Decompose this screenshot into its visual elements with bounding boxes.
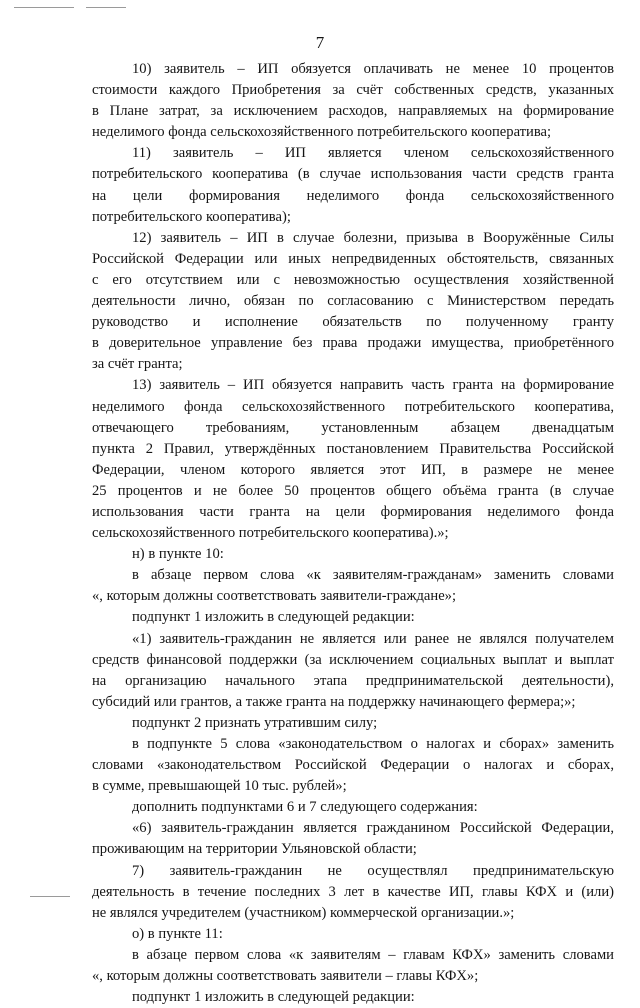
text-line: не являлся учредителем (участником) коммерческой организации.»;: [92, 904, 515, 921]
text-line: дополнить подпунктами 6 и 7 следующего содержания:: [132, 799, 478, 816]
text-line: за счёт гранта;: [92, 356, 183, 373]
text-line: в абзаце первом слова «к заявителям – главам КФХ» заменить словами: [132, 946, 614, 963]
paragraph: [92, 945, 614, 987]
text-line: н) в пункте 10:: [132, 546, 224, 563]
text-line: с его отсутствием или с невозможностью осуществления хозяйственной: [92, 271, 614, 288]
text-line: в сумме, превышающей 10 тыс. рублей»;: [92, 778, 347, 795]
paragraph: [92, 987, 614, 1008]
text-line: проживающим на территории Ульяновской области;: [92, 841, 417, 858]
page-number: 7: [315, 33, 325, 52]
text-line: сельскохозяйственного потребительского кооператива).»;: [92, 525, 449, 542]
text-line: пункта 2 Правил, утверждённых постановлением Правительства Российской: [92, 440, 614, 457]
text-line: субсидий или грантов, а также гранта на поддержку начинающего фермера;»;: [92, 693, 576, 710]
text-line: 13) заявитель – ИП обязуется направить часть гранта на формирование: [132, 377, 614, 394]
document-body: [92, 59, 614, 1008]
paragraph: [92, 713, 614, 734]
paragraph: [92, 734, 614, 797]
text-line: подпункт 2 признать утратившим силу;: [132, 714, 378, 731]
paragraph: [92, 544, 614, 565]
text-line: использования части гранта на цели формирования неделимого фонда: [92, 503, 614, 520]
text-line: 25 процентов и не более 50 процентов общего объёма гранта (в случае: [92, 482, 614, 499]
paragraph: [92, 228, 614, 376]
text-line: 11) заявитель – ИП является членом сельскохозяйственного: [132, 145, 614, 162]
paragraph: [92, 143, 614, 227]
text-line: в абзаце первом слова «к заявителям-гражданам» заменить словами: [132, 567, 614, 584]
text-line: «1) заявитель-гражданин не является или ранее не являлся получателем: [132, 630, 614, 647]
paragraph: [92, 924, 614, 945]
text-line: подпункт 1 изложить в следующей редакции:: [132, 989, 415, 1006]
text-line: «6) заявитель-гражданин является гражданином Российской Федерации,: [132, 820, 614, 837]
text-line: Федерации, членом которого является этот ИП, в размере не менее: [92, 461, 614, 478]
text-line: на цели формирования неделимого фонда сельскохозяйственного: [92, 187, 614, 204]
text-line: словами «законодательством Российской Федерации о налогах и сборах,: [92, 757, 614, 774]
text-line: 10) заявитель – ИП обязуется оплачивать не менее 10 процентов: [132, 61, 614, 77]
text-line: «, которым должны соответствовать заявители-граждане»;: [92, 588, 457, 605]
text-line: Российской Федерации или иных непредвиденных обстоятельств, связанных: [92, 250, 614, 267]
text-line: стоимости каждого Приобретения за счёт собственных средств, указанных: [92, 82, 614, 99]
text-line: на организацию начального этапа предпринимательской деятельности),: [92, 672, 614, 689]
paragraph: [92, 607, 614, 628]
paragraph: [92, 375, 614, 544]
text-line: деятельность в течение последних 3 лет в качестве ИП, главы КФХ и (или): [92, 883, 614, 900]
text-line: руководство и исполнение обязательств по полученному гранту: [92, 314, 614, 331]
text-line: в подпункте 5 слова «законодательством о налогах и сборах» заменить: [132, 736, 614, 752]
text-line: средств финансовой поддержки (за исключением социальных выплат и выплат: [92, 651, 614, 668]
text-line: отвечающего требованиям, установленным абзацем двенадцатым: [92, 419, 614, 436]
text-line: потребительского кооператива (в случае использования части средств гранта: [92, 166, 614, 183]
scan-artifact-bottom-left: [30, 896, 70, 897]
text-line: 12) заявитель – ИП в случае болезни, призыва в Вооружённые Силы: [132, 229, 614, 246]
text-line: неделимого фонда сельскохозяйственного потребительского кооператива,: [92, 398, 614, 415]
text-line: в доверительное управление без права продажи имущества, приобретённого: [92, 335, 614, 352]
text-line: в Плане затрат, за исключением расходов, направляемых на формирование: [92, 103, 614, 120]
scan-artifact-top-left: [14, 7, 74, 8]
paragraph: [92, 818, 614, 860]
text-line: деятельности лично, обязан по согласованию с Министерством передать: [92, 293, 614, 310]
paragraph: [92, 861, 614, 924]
text-line: неделимого фонда сельскохозяйственного потребительского кооператива;: [92, 124, 552, 141]
paragraph: [92, 59, 614, 143]
paragraph: [92, 565, 614, 607]
paragraph: [92, 629, 614, 713]
text-line: потребительского кооператива);: [92, 208, 291, 225]
text-line: подпункт 1 изложить в следующей редакции:: [132, 609, 415, 626]
text-line: о) в пункте 11:: [132, 925, 223, 942]
text-line: «, которым должны соответствовать заявители – главы КФХ»;: [92, 968, 479, 985]
scan-artifact-top-mid: [86, 7, 126, 8]
paragraph: [92, 797, 614, 818]
text-line: 7) заявитель-гражданин не осуществлял предпринимательскую: [132, 862, 614, 879]
